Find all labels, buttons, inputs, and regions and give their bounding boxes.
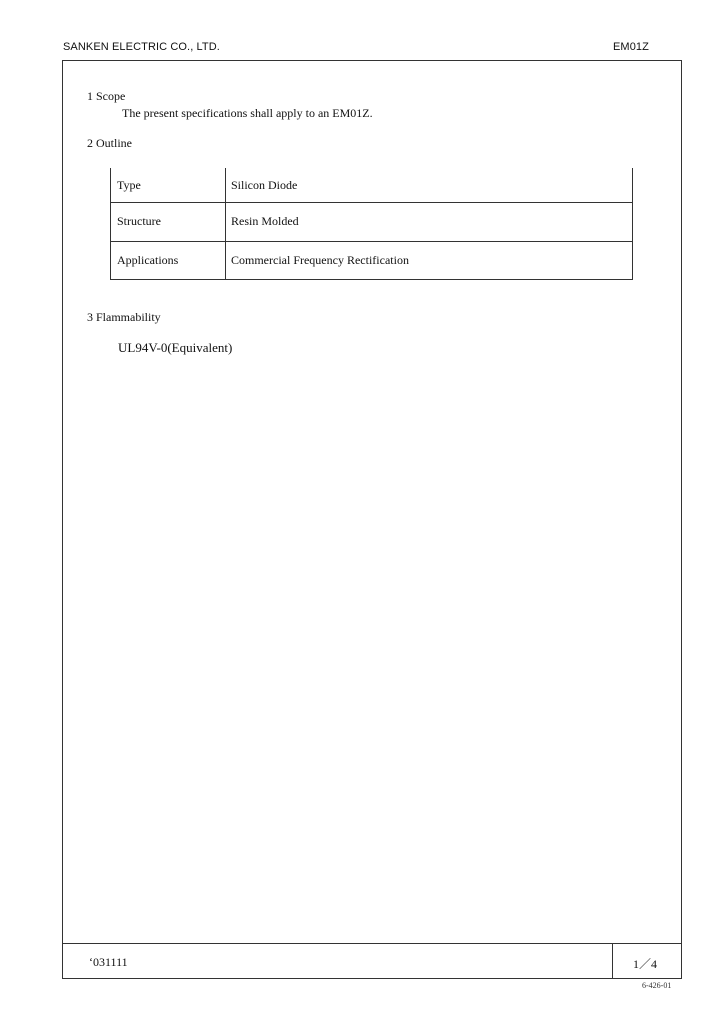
section-scope-heading: 1 Scope [87, 89, 126, 103]
section-scope-body: The present specifications shall apply to an EM01Z. [122, 106, 373, 120]
outline-column-divider [225, 168, 226, 279]
outline-value: Commercial Frequency Rectification [231, 253, 409, 267]
footer-box [62, 943, 682, 979]
outline-key: Structure [117, 214, 161, 228]
footer-date: ‘031111 [89, 955, 128, 969]
outline-row-structure [111, 203, 632, 242]
outline-key: Applications [117, 253, 179, 267]
outline-value: Silicon Diode [231, 178, 298, 192]
outline-key: Type [117, 178, 141, 192]
section-outline-heading: 2 Outline [87, 136, 132, 150]
footer-divider [612, 943, 613, 978]
section-flammability-heading: 3 Flammability [87, 310, 161, 324]
section-flammability-body: UL94V-0(Equivalent) [118, 340, 233, 355]
page-number: 1／4 [633, 957, 658, 971]
company-name: SANKEN ELECTRIC CO., LTD. [63, 41, 220, 53]
form-number: 6-426-01 [642, 981, 672, 990]
outline-row-type [111, 168, 632, 203]
outline-value: Resin Molded [231, 214, 299, 228]
outline-row-applications [111, 242, 632, 279]
outline-table [110, 168, 633, 280]
document-id: EM01Z [613, 41, 649, 53]
